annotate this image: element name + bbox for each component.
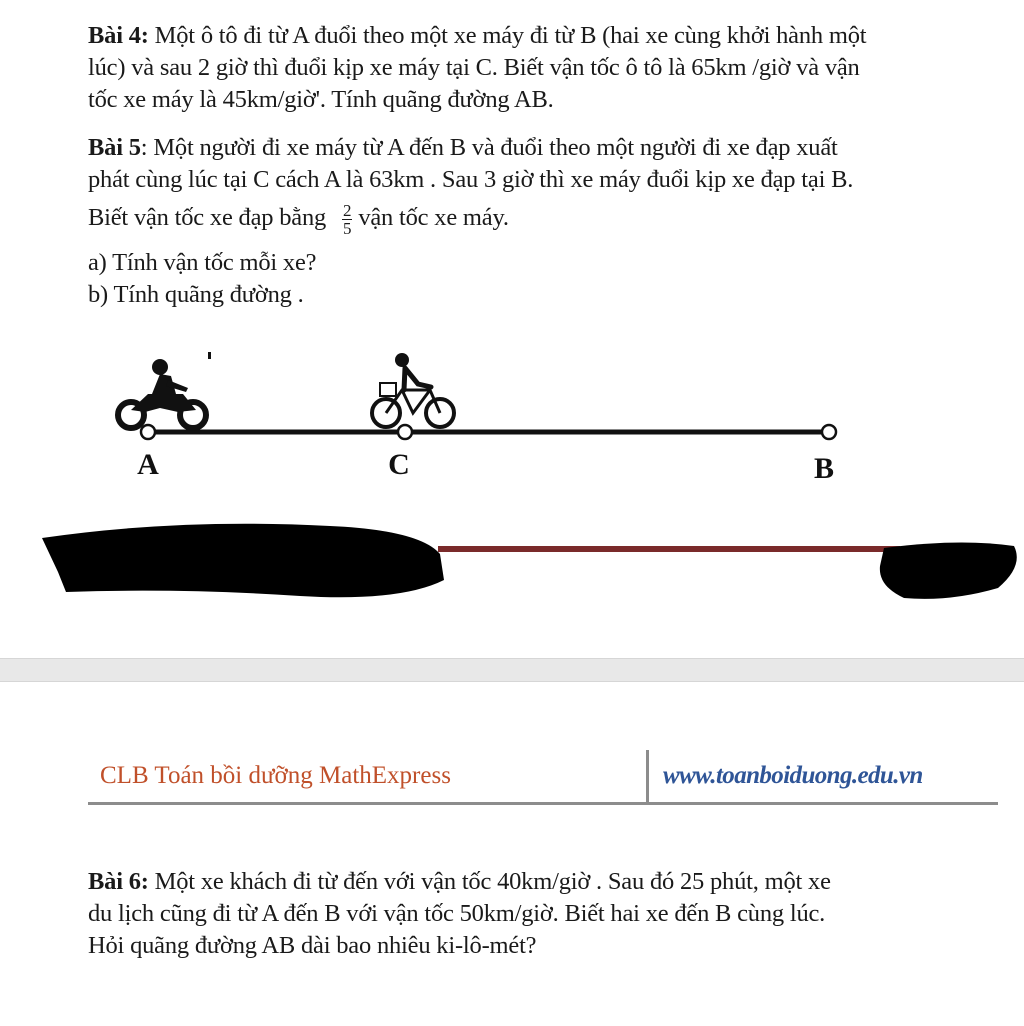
problem-4-label: Bài 4: bbox=[88, 22, 149, 49]
footer-club-name: CLB Toán bồi dưỡng MathExpress bbox=[100, 762, 451, 789]
problem-4-line-1: Bài 4: Một ô tô đi từ A đuổi theo một xe máy đi từ B (hai xe cùng khởi hành một bbox=[88, 22, 867, 49]
problem-5-line-2: phát cùng lúc tại C cách A là 63km . Sau 3 giờ thì xe máy đuổi kịp xe đạp tại B. bbox=[88, 166, 854, 193]
bicycle-rider-icon bbox=[372, 353, 454, 427]
problem-5 bbox=[88, 132, 1003, 311]
redaction-scribble-right bbox=[880, 542, 1017, 598]
problem-6-line-2: du lịch cũng đi từ A đến B với vận tốc 50km/giờ. Biết hai xe đến B cùng lúc. bbox=[88, 900, 826, 927]
problem-6-line-3: Hỏi quãng đường AB dài bao nhiêu ki-lô-mét? bbox=[88, 932, 537, 959]
horizontal-rule bbox=[438, 546, 900, 552]
label-c: C bbox=[388, 448, 410, 481]
problem-5-label: Bài 5 bbox=[88, 134, 141, 161]
problem-5-line-1: Bài 5: Một người đi xe máy từ A đến B và đuổi theo một người đi xe đạp xuất bbox=[88, 134, 838, 161]
problem-4-line-3: tốc xe máy là 45km/giờ'. Tính quãng đường AB. bbox=[88, 86, 554, 113]
problem-4-line-2: lúc) và sau 2 giờ thì đuổi kịp xe máy tại C. Biết vận tốc ô tô là 65km /giờ và vận bbox=[88, 54, 860, 81]
motion-diagram bbox=[0, 340, 1024, 660]
problem-6-label: Bài 6: bbox=[88, 868, 149, 895]
redaction-scribble-left bbox=[42, 524, 444, 598]
motorbike-rider-icon bbox=[118, 352, 211, 428]
problem-6 bbox=[88, 866, 1003, 962]
page-footer bbox=[88, 750, 998, 805]
problem-5-line-3: Biết vận tốc xe đạp bằng $\frac{2}{5}$ vận tốc xe máy. bbox=[88, 201, 509, 238]
label-b: B bbox=[813, 452, 835, 485]
problem-4 bbox=[88, 20, 1003, 116]
problem-5-part-a: a) Tính vận tốc mỗi xe? bbox=[88, 249, 317, 276]
page-break bbox=[0, 658, 1024, 682]
footer-separator bbox=[646, 750, 649, 802]
point-c-marker bbox=[398, 425, 412, 439]
fraction-two-fifths: $\frac{2}{5}$ bbox=[343, 201, 352, 238]
point-b-marker bbox=[822, 425, 836, 439]
problem-6-line-1: Bài 6: Một xe khách đi từ đến với vận tốc 40km/giờ . Sau đó 25 phút, một xe bbox=[88, 868, 831, 895]
label-a: A bbox=[137, 448, 159, 481]
point-a-marker bbox=[141, 425, 155, 439]
footer-website: www.toanboiduong.edu.vn bbox=[663, 762, 923, 789]
problem-5-part-b: b) Tính quãng đường . bbox=[88, 281, 304, 308]
